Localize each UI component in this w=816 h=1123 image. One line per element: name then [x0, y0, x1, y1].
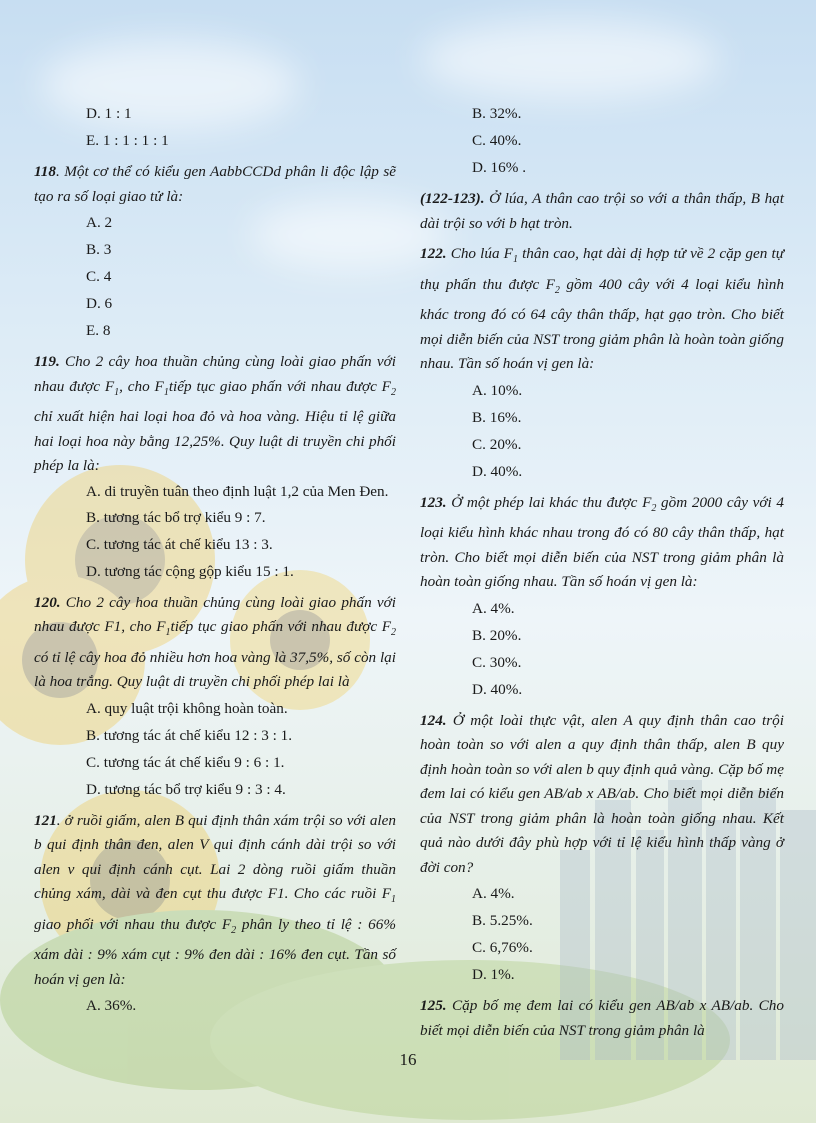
- question-number: 119.: [34, 353, 60, 370]
- option: B. 32%.: [472, 105, 522, 122]
- option: D. 40%.: [472, 680, 523, 698]
- question-number: 122.: [420, 245, 447, 262]
- question-118: [34, 160, 396, 209]
- question-121: [34, 809, 396, 993]
- option: A. 2: [86, 214, 113, 231]
- subscript: 1: [512, 254, 518, 266]
- question-number: 121: [34, 811, 57, 829]
- question-text: , cho F: [119, 377, 164, 395]
- option: C. 4: [86, 268, 112, 285]
- option: C. tương tác át chế kiểu 9 : 6 : 1.: [86, 753, 285, 771]
- option: B. 20%.: [472, 626, 522, 644]
- subscript: 1: [165, 627, 171, 639]
- question-text: phân ly theo tỉ lệ : 66% xám dài : 9% xám cụt : 9% đen dài : 16% đen cụt. Tần số hoán vị gen là:: [34, 915, 396, 988]
- subscript: 1: [163, 386, 169, 398]
- question-122-123-intro: [420, 187, 784, 236]
- question-text: chỉ xuất hiện hai loại hoa đỏ và hoa vàng. Hiệu tỉ lệ giữa hai loại hoa này bằng 12,25%. Quy luật di truyền chi phối phép la là:: [34, 408, 396, 475]
- question-124: [420, 709, 784, 881]
- subscript: 2: [390, 627, 396, 639]
- option: C. tương tác át chế kiểu 13 : 3.: [86, 535, 273, 553]
- option: A. 10%.: [472, 381, 523, 399]
- subscript: 1: [391, 894, 396, 906]
- option: B. 3: [86, 241, 112, 258]
- question-text: giao phối với nhau thu được F: [34, 915, 232, 933]
- option: D. tương tác bổ trợ kiểu 9 : 3 : 4.: [86, 780, 286, 798]
- question-text: gồm 2000 cây với 4 loại kiểu hình khác nhau trong đó có 80 cây thân thấp, hạt tròn. Cho biết mọi diễn biến của NST trong giảm phân là hoàn toàn giống nhau. Tần số hoán vị gen là:: [420, 493, 784, 591]
- option: B. 16%.: [472, 408, 522, 426]
- option: D. 16% .: [472, 159, 526, 176]
- question-119: [34, 350, 396, 479]
- option: D. tương tác cộng gộp kiểu 15 : 1.: [86, 562, 294, 580]
- subscript: 2: [554, 284, 560, 296]
- question-text: tiếp tục giao phấn với nhau được F: [168, 377, 391, 395]
- question-text: gồm 400 cây với 4 loại kiểu hình khác trong đó có 64 cây thân thấp, hạt gạo tròn. Cho biết mọi diễn biến của NST trong giảm phân là hoàn toàn giống nhau. Tần số hoán vị gen là:: [420, 275, 784, 373]
- question-text: Cặp bố mẹ đem lai có kiểu gen AB/ab x AB/ab. Cho biết mọi diễn biến của NST trong giảm phân là: [420, 997, 784, 1039]
- question-text: . Một cơ thể có kiểu gen AabbCCDd phân li độc lập sẽ tạo ra số loại giao tử là:: [34, 163, 396, 205]
- subscript: 2: [390, 386, 396, 398]
- question-number: (122-123).: [420, 190, 485, 207]
- subscript: 2: [231, 924, 237, 936]
- question-123: [420, 491, 784, 595]
- option: D. 1 : 1: [86, 105, 132, 122]
- question-number: 123.: [420, 493, 447, 511]
- option: C. 40%.: [472, 132, 522, 149]
- question-number: 120.: [34, 593, 61, 611]
- question-text: Cho 2 cây hoa thuần chủng cùng loài giao phấn với nhau được F1, cho F: [34, 593, 396, 636]
- option: A. 4%.: [472, 599, 515, 617]
- page-number: 16: [399, 1050, 417, 1069]
- question-125: [420, 994, 784, 1043]
- question-text: thân cao, hạt dài dị hợp tử về 2 cặp gen tự thụ phấn thu được F: [420, 245, 784, 293]
- option: D. 6: [86, 295, 113, 312]
- question-122: [420, 242, 784, 377]
- option: D. 40%.: [472, 462, 523, 480]
- question-text: Ở một loài thực vật, alen A quy định thân cao trội hoàn toàn so với alen a quy định thân thấp, alen B quy định hoàn toàn so với alen b quy định quả vàng. Cặp bố mẹ đem lai có kiểu gen AB/ab x AB/ab. Cho biết mọi diễn biến của NST trong giảm phân là hoàn toàn giống nhau. Kết quả nào dưới đây phù hợp với tỉ lệ kiểu hình thấp vàng ở đời con?: [420, 711, 784, 876]
- question-number: 125.: [420, 997, 447, 1015]
- option: A. 4%.: [472, 885, 515, 903]
- question-text: có tỉ lệ cây hoa đỏ nhiều hơn hoa vàng là 37,5%, số còn lại là hoa trắng. Quy luật di truyền chi phối phép lai là: [34, 648, 396, 691]
- option: E. 1 : 1 : 1 : 1: [86, 132, 169, 149]
- left-column: [34, 100, 396, 1019]
- option: C. 20%.: [472, 435, 522, 453]
- right-column: [420, 100, 784, 1043]
- question-text: Cho lúa F: [446, 245, 513, 262]
- option: D. 1%.: [472, 966, 515, 984]
- option: A. 36%.: [86, 997, 137, 1015]
- option: A. quy luật trội không hoàn toàn.: [86, 699, 288, 717]
- option: B. tương tác át chế kiểu 12 : 3 : 1.: [86, 726, 293, 744]
- option: E. 8: [86, 322, 111, 339]
- question-text: . ở ruồi giấm, alen B qui định thân xám trội so với alen b qui định thân đen, alen V qui định cánh dài trội so với alen v qui định cánh cụt. Lai 2 dòng ruồi giấm thuần chủng xám, dài và đen cụt thu được F1. Cho các ruồi F: [34, 811, 396, 903]
- option: B. tương tác bổ trợ kiểu 9 : 7.: [86, 508, 266, 526]
- option: C. 6,76%.: [472, 939, 533, 957]
- subscript: 1: [114, 386, 120, 398]
- question-number: 118: [34, 163, 56, 180]
- option: C. 30%.: [472, 653, 522, 671]
- option: B. 5.25%.: [472, 912, 533, 930]
- option: A. di truyền tuân theo định luật 1,2 của Men Đen.: [86, 482, 389, 500]
- question-number: 124.: [420, 711, 447, 729]
- question-text: Ở một phép lai khác thu được F: [446, 493, 652, 511]
- question-120: [34, 591, 396, 695]
- subscript: 2: [651, 502, 657, 514]
- question-text: Ở lúa, A thân cao trội so với a thân thấp, B hạt dài trội so với b hạt tròn.: [420, 190, 784, 232]
- question-text: Cho 2 cây hoa thuần chủng cùng loài giao phấn với nhau được F: [34, 353, 396, 395]
- question-text: tiếp tục giao phấn với nhau được F: [170, 618, 391, 636]
